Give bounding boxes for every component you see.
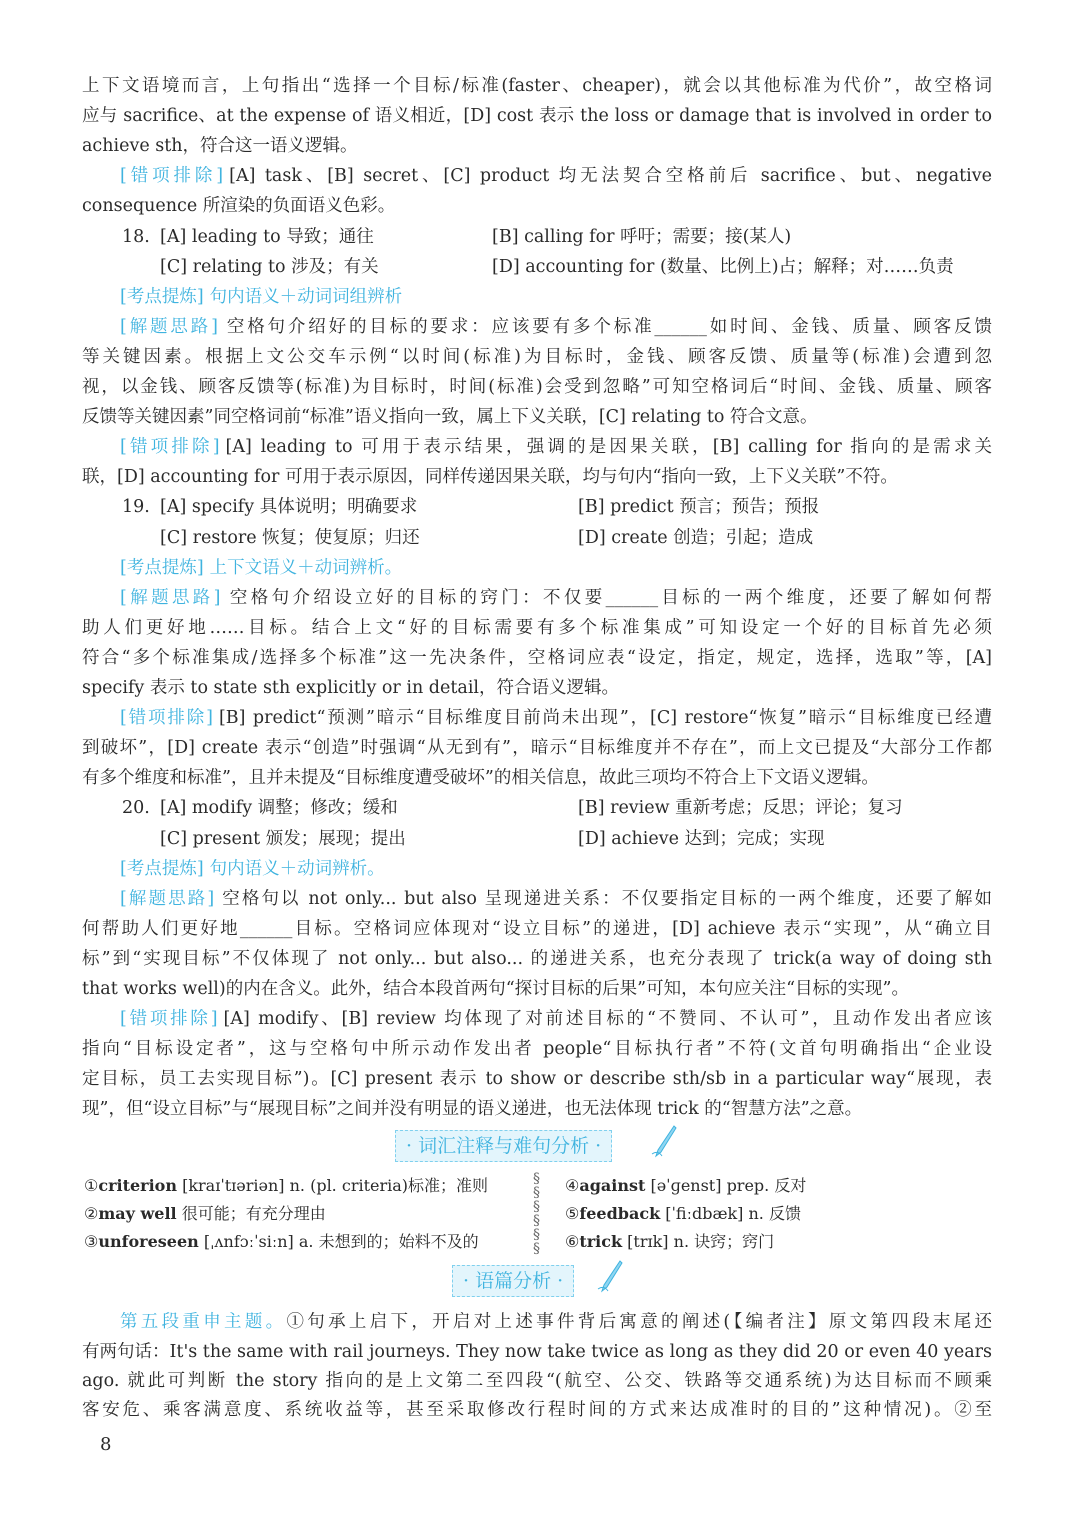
paragraph-line <box>120 1006 992 1032</box>
section-label: [解题思路] <box>120 316 218 337</box>
section-label: [考点提炼] <box>120 286 204 307</box>
option-item: [A] leading to 导致；通往 <box>160 226 374 247</box>
paragraph-line <box>82 946 992 972</box>
paragraph-line <box>82 735 992 761</box>
discourse-line: 客安危、乘客满意度、系统收益等，甚至采取修改行程时间的方式来达成准时的目的”这种情况)。②至 <box>82 1400 992 1420</box>
option-item: [B] calling for 呼吁；需要；接(某人) <box>492 226 792 247</box>
line-text: 联，[D] accounting for 可用于表示原因，同样传递因果关联，均与句内“指向一致，上下义关联”不符。 <box>82 467 898 488</box>
paragraph-line <box>82 103 992 129</box>
line-text: 指向“目标设定者”，这与空格句中所示动作发出者 people“目标执行者”不符(文首句明确指出“企业设 <box>82 1039 992 1060</box>
option-item: [D] achieve 达到；完成；实现 <box>578 828 825 849</box>
section-label: [解题思路] <box>120 587 221 608</box>
line-text: 反馈等关键因素”同空格词前“标准”语义指向一致，属上下义关联，[C] relating to 符合文意。 <box>82 407 818 428</box>
discourse-line: 有两句话：It's the same with rail journeys. They now take twice as long as they did 20 or even 40 years <box>82 1342 992 1362</box>
paragraph-line <box>82 645 992 671</box>
line-text: 助人们更好地……目标。结合上文“好的目标需要有多个标准集成”可知设定一个好的目标首先必须 <box>82 617 992 638</box>
paragraph-line <box>82 1066 992 1092</box>
line-text: 空格句介绍好的目标的要求：应该要有多个标准______如时间、金钱、质量、顾客反馈 <box>223 316 992 337</box>
line-text: [A] modify、[B] review 均体现了对前述目标的“不赞同、不认可”，且动作发出者应该 <box>223 1009 992 1030</box>
section-label: [错项排除] <box>120 1009 218 1030</box>
pen-icon <box>596 1259 624 1295</box>
paragraph-line <box>82 976 992 1002</box>
paragraph-line <box>82 765 992 791</box>
key-point-text: 句内语义＋动词词组辨析 <box>209 286 403 307</box>
line-text: 空格句介绍设立好的目标的窍门：不仅要______目标的一两个维度，还要了解如何帮 <box>226 587 993 608</box>
vocab-item: ①criterion [kraɪˈtɪəriən] n. (pl. criteria)标准；准则 <box>84 1176 489 1195</box>
paragraph-line <box>82 404 992 430</box>
line-text: [A] task、[B] secret、[C] product 均无法契合空格前后 sacrifice、but、negative <box>229 166 993 187</box>
key-point-heading <box>120 555 992 581</box>
line-text: achieve sth，符合这一语义逻辑。 <box>82 136 358 157</box>
option-item: [D] create 创造；引起；造成 <box>578 527 814 548</box>
vocab-item: ④against [əˈɡenst] prep. 反对 <box>565 1176 807 1195</box>
line-text: 何帮助人们更好地______目标。空格词应体现对“设立目标”的递进，[D] achieve 表示“实现”，从“确立目 <box>82 918 992 939</box>
section-label: [考点提炼] <box>120 557 204 578</box>
line-text: 定目标，员工去实现目标”)。[C] present 表示 to show or describe sth/sb in a particular way“展现，表 <box>82 1069 992 1090</box>
key-point-text: 句内语义＋动词辨析。 <box>209 858 385 879</box>
paragraph-line <box>120 163 992 189</box>
paragraph-line <box>82 675 992 701</box>
paragraph-line <box>82 916 992 942</box>
line-text: consequence 所渲染的负面语义色彩。 <box>82 196 396 217</box>
option-item: [A] specify 具体说明；明确要求 <box>160 497 418 518</box>
option-item: [C] present 颁发；展现；提出 <box>160 828 406 849</box>
key-point-text: 上下文语义＋动词辨析。 <box>209 557 403 578</box>
line-text: 符合“多个标准集成/选择多个标准”这一先决条件，空格词应表“设定，指定，规定，选择，选取”等，[A] <box>82 647 992 668</box>
wavy-divider: § § § § § § <box>533 1171 540 1257</box>
paragraph-line <box>82 193 992 219</box>
discourse-line: 第五段重申主题。①句承上启下，开启对上述事件背后寓意的阐述(【编者注】原文第四段末尾还 <box>120 1312 993 1332</box>
key-point-heading <box>120 856 992 882</box>
vocab-item: ⑥trick [trɪk] n. 诀窍；窍门 <box>565 1232 775 1251</box>
paragraph-line <box>82 1096 992 1122</box>
section-label: [错项排除] <box>120 166 224 187</box>
paragraph-line <box>120 314 992 340</box>
option-item: [A] modify 调整；修改；缓和 <box>160 798 398 819</box>
option-item: [D] accounting for (数量、比例上)占；解释；对……负责 <box>492 256 954 277</box>
option-item: [B] predict 预言；预告；预报 <box>578 497 820 518</box>
paragraph-line <box>82 615 992 641</box>
section-label: [错项排除] <box>120 437 220 458</box>
section-header-vocab: · 词汇注释与难句分析 · <box>395 1130 612 1162</box>
pen-icon <box>650 1124 678 1160</box>
vocab-item: ③unforeseen [ˌʌnfɔːˈsiːn] a. 未想到的；始料不及的 <box>84 1232 479 1251</box>
line-text: that works well)的内在含义。此外，结合本段首两句“探讨目标的后果”可知，本句应关注“目标的实现”。 <box>82 979 910 999</box>
section-label: [解题思路] <box>120 888 215 909</box>
paragraph-line <box>82 73 992 99</box>
page-number: 8 <box>100 1434 112 1455</box>
line-text: 等关键因素。根据上文公交车示例“以时间(标准)为目标时，金钱、顾客反馈、质量等(标准)会遭到忽 <box>82 346 992 367</box>
line-text: 现”，但“设立目标”与“展现目标”之间并没有明显的语义递进，也无法体现 trick 的“智慧方法”之意。 <box>82 1099 863 1120</box>
option-item: [C] restore 恢复；使复原；归还 <box>160 527 420 548</box>
vocab-item: ⑤feedback [ˈfiːdbæk] n. 反馈 <box>565 1204 801 1223</box>
vocab-item: ②may well 很可能；有充分理由 <box>84 1204 326 1223</box>
line-text: 有多个维度和标准”，且并未提及“目标维度遭受破坏”的相关信息，故此三项均不符合上下文语义逻辑。 <box>82 768 879 789</box>
paragraph-line <box>120 585 992 611</box>
line-text: 视，以金钱、顾客反馈等(标准)为目标时，时间(标准)会受到忽略”可知空格词后“时间、金钱、质量、顾客 <box>82 377 992 397</box>
paragraph-line <box>120 434 992 460</box>
paragraph-line <box>120 705 992 731</box>
paragraph-line <box>82 344 992 370</box>
line-text: 空格句以 not only... but also 呈现递进关系：不仅要指定目标的一两个维度，还要了解如 <box>220 888 992 909</box>
option-item: [B] review 重新考虑；反思；评论；复习 <box>578 798 903 819</box>
paragraph-line <box>82 374 992 400</box>
section-label: [考点提炼] <box>120 858 204 879</box>
paragraph-line <box>82 1036 992 1062</box>
line-text: specify 表示 to state sth explicitly or in detail，符合语义逻辑。 <box>82 678 620 698</box>
question-number: 18. <box>122 226 150 247</box>
section-label: [错项排除] <box>120 708 213 729</box>
line-text: [A] leading to 可用于表示结果，强调的是因果关联，[B] calling for 指向的是需求关 <box>225 437 992 458</box>
discourse-line: ago. 就此可判断 the story 指向的是上文第二至四段“(航空、公交、铁路等交通系统)为达目标而不顾乘 <box>82 1371 992 1391</box>
line-text: [B] predict“预测”暗示“目标维度目前尚未出现”，[C] restore“恢复”暗示“目标维度已经遭 <box>218 708 993 729</box>
question-number: 20. <box>122 798 150 819</box>
paragraph-line <box>82 133 992 159</box>
key-point-heading <box>120 284 992 310</box>
question-number: 19. <box>122 497 150 518</box>
option-item: [C] relating to 涉及；有关 <box>160 256 379 277</box>
paragraph-line <box>120 886 992 912</box>
line-text: 到破坏”，[D] create 表示“创造”时强调“从无到有”，暗示“目标维度并不存在”，而上文已提及“大部分工作都 <box>82 738 992 759</box>
paragraph-line <box>82 464 992 490</box>
line-text: 上下文语境而言，上句指出“选择一个目标/标准(faster、cheaper)，就会以其他标准为代价”，故空格词 <box>82 76 992 96</box>
line-text: 标”到“实现目标”不仅体现了 not only... but also... 的递进关系，也充分表现了 trick(a way of doing sth <box>82 948 992 969</box>
section-header-discourse: · 语篇分析 · <box>452 1265 574 1297</box>
line-text: 应与 sacrifice、at the expense of 语义相近，[D] cost 表示 the loss or damage that is involved in order to <box>82 106 992 127</box>
